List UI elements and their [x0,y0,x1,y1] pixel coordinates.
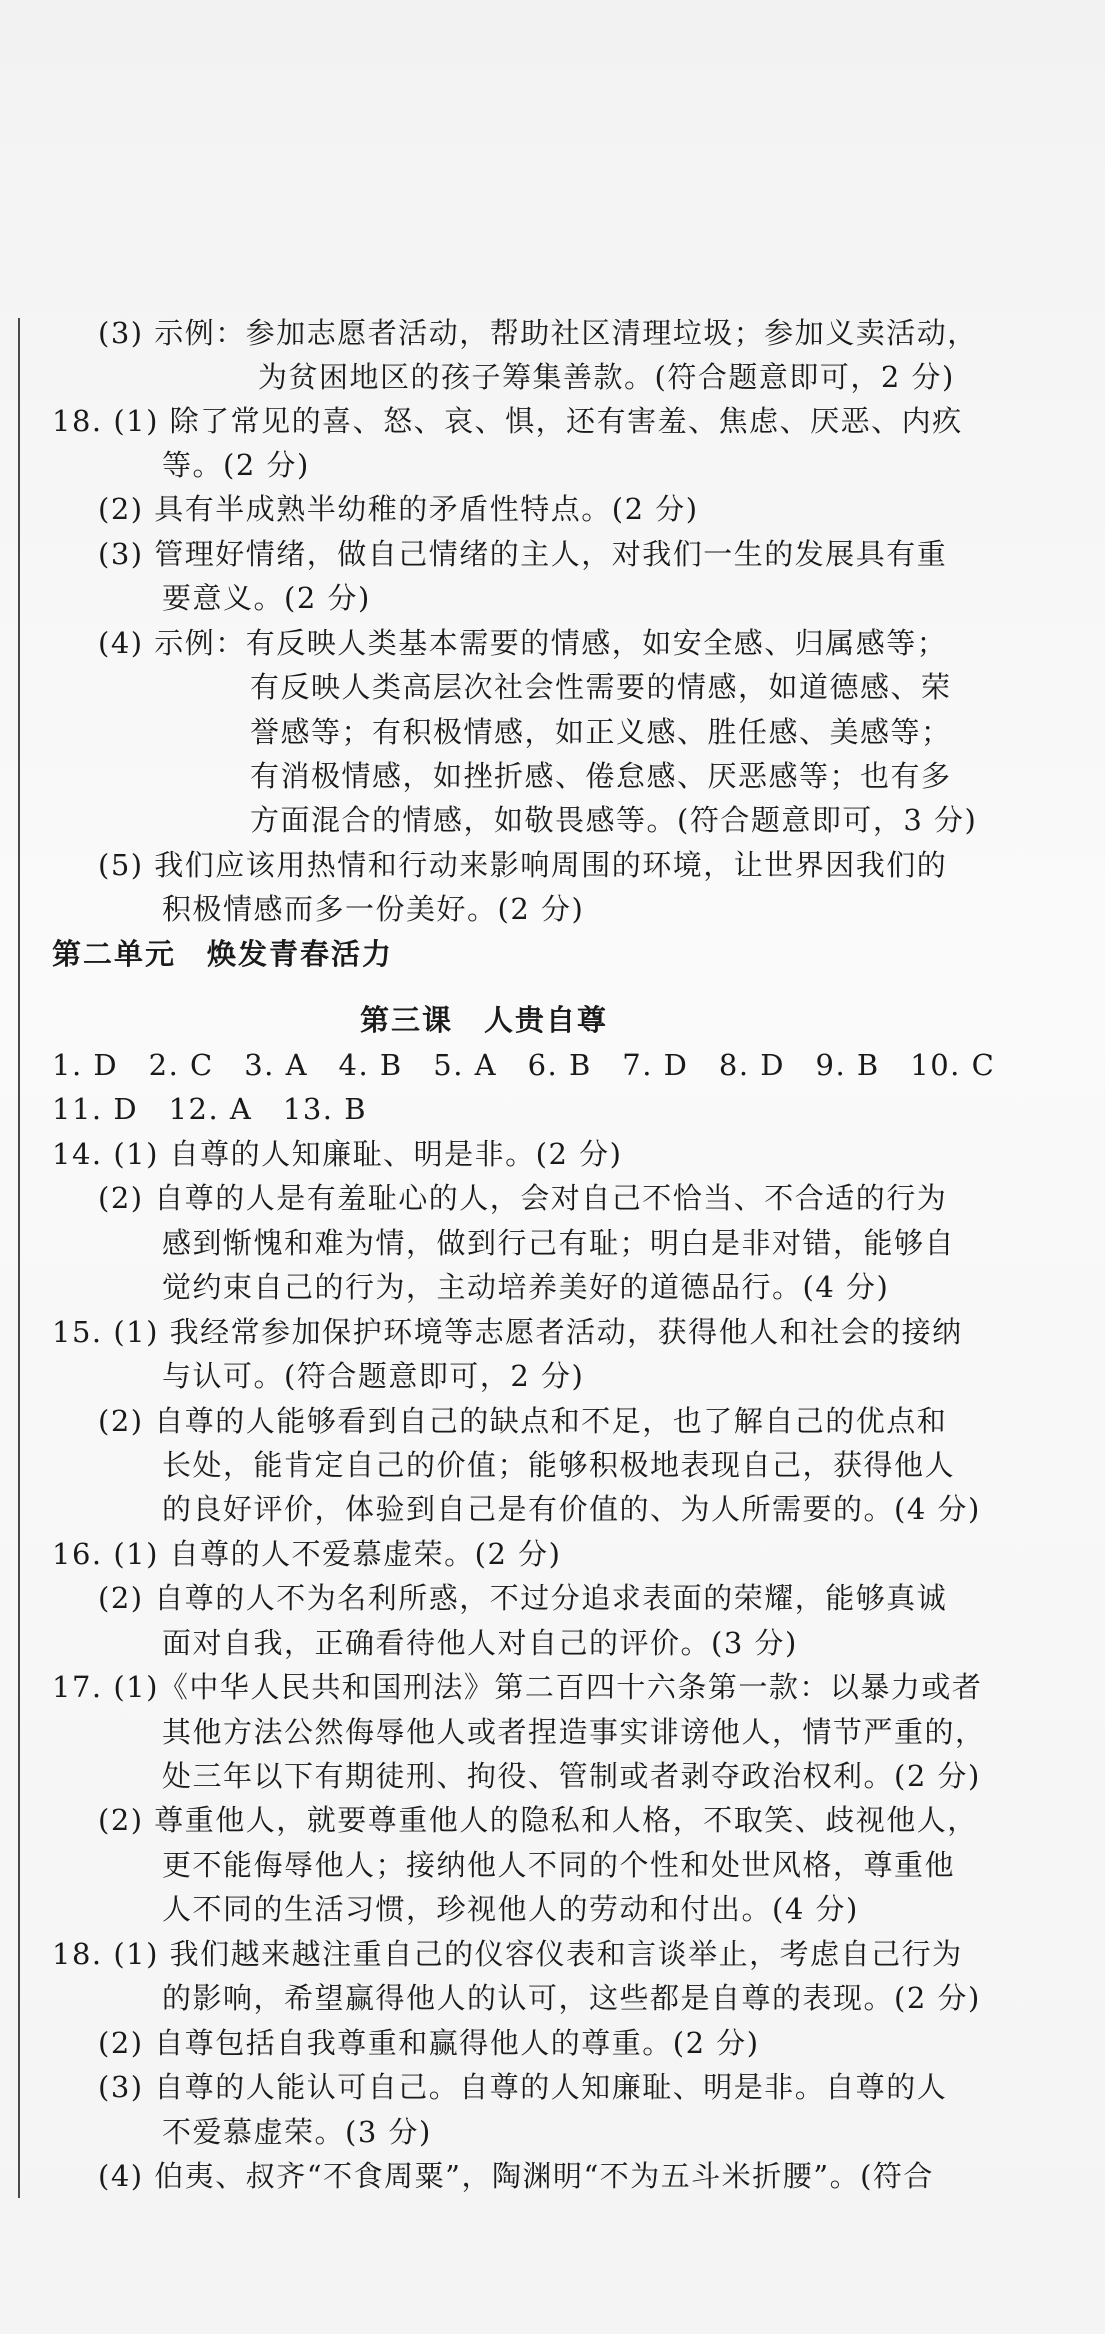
text-line: (4) 伯夷、叔齐“不食周粟”，陶渊明“不为五斗米折腰”。(符合 [98,2159,934,2193]
text-line: 要意义。(2 分) [162,581,371,615]
text-line: (3) 自尊的人能认可自己。自尊的人知廉耻、明是非。自尊的人 [98,2070,948,2104]
text-line: 处三年以下有期徒刑、拘役、管制或者剥夺政治权利。(2 分) [162,1759,981,1793]
text-line: (2) 具有半成熟半幼稚的矛盾性特点。(2 分) [98,492,699,526]
text-line: 17. (1)《中华人民共和国刑法》第二百四十六条第一款：以暴力或者 [52,1670,983,1704]
text-line: 面对自我，正确看待他人对自己的评价。(3 分) [162,1626,798,1660]
text-line: 感到惭愧和难为情，做到行己有耻；明白是非对错，能够自 [162,1226,956,1260]
text-line: 觉约束自己的行为，主动培养美好的道德品行。(4 分) [162,1270,890,1304]
unit-heading: 第二单元 焕发青春活力 [52,937,394,971]
text-line: (2) 自尊包括自我尊重和赢得他人的尊重。(2 分) [98,2026,760,2060]
text-line: 18. (1) 除了常见的喜、怒、哀、惧，还有害羞、焦虑、厌恶、内疚 [52,404,963,438]
text-line: 积极情感而多一份美好。(2 分) [162,892,585,926]
text-line: 方面混合的情感，如敬畏感等。(符合题意即可，3 分) [250,803,978,837]
text-line: 与认可。(符合题意即可，2 分) [162,1359,585,1393]
text-line: 为贫困地区的孩子筹集善款。(符合题意即可，2 分) [258,360,955,394]
text-line: (2) 自尊的人能够看到自己的缺点和不足，也了解自己的优点和 [98,1404,948,1438]
text-line: (2) 尊重他人，就要尊重他人的隐私和人格，不取笑、歧视他人， [98,1803,978,1837]
text-line: 16. (1) 自尊的人不爱慕虚荣。(2 分) [52,1537,562,1571]
text-line: 更不能侮辱他人；接纳他人不同的个性和处世风格，尊重他 [162,1848,956,1882]
text-line: 等。(2 分) [162,448,310,482]
text-line: 11. D 12. A 13. B [52,1092,368,1126]
text-line: (3) 示例：参加志愿者活动，帮助社区清理垃圾；参加义卖活动， [98,316,978,350]
text-line: 14. (1) 自尊的人知廉耻、明是非。(2 分) [52,1137,623,1171]
text-line: 15. (1) 我经常参加保护环境等志愿者活动，获得他人和社会的接纳 [52,1315,963,1349]
lesson-heading: 第三课 人贵自尊 [360,1003,609,1037]
text-line: (5) 我们应该用热情和行动来影响周围的环境，让世界因我们的 [98,848,948,882]
text-line: 的良好评价，体验到自己是有价值的、为人所需要的。(4 分) [162,1492,981,1526]
text-line: 有消极情感，如挫折感、倦怠感、厌恶感等；也有多 [250,759,952,793]
text-line: 人不同的生活习惯，珍视他人的劳动和付出。(4 分) [162,1892,859,1926]
text-line: (4) 示例：有反映人类基本需要的情感，如安全感、归属感等； [98,626,948,660]
text-line: 不爱慕虚荣。(3 分) [162,2115,432,2149]
text-line: (2) 自尊的人是有羞耻心的人，会对自己不恰当、不合适的行为 [98,1181,948,1215]
text-line: 的影响，希望赢得他人的认可，这些都是自尊的表现。(2 分) [162,1981,981,2015]
left-margin-rule [18,318,20,2198]
text-line: 18. (1) 我们越来越注重自己的仪容仪表和言谈举止，考虑自己行为 [52,1937,963,1971]
text-line: 其他方法公然侮辱他人或者捏造事实诽谤他人，情节严重的， [162,1715,986,1749]
text-line: 1. D 2. C 3. A 4. B 5. A 6. B 7. D 8. D 9. B 10. C [52,1048,996,1082]
text-line: (2) 自尊的人不为名利所惑，不过分追求表面的荣耀，能够真诚 [98,1581,948,1615]
text-line: (3) 管理好情绪，做自己情绪的主人，对我们一生的发展具有重 [98,537,948,571]
text-line: 有反映人类高层次社会性需要的情感，如道德感、荣 [250,670,952,704]
text-line: 誉感等；有积极情感，如正义感、胜任感、美感等； [250,715,952,749]
text-line: 长处，能肯定自己的价值；能够积极地表现自己，获得他人 [162,1448,956,1482]
